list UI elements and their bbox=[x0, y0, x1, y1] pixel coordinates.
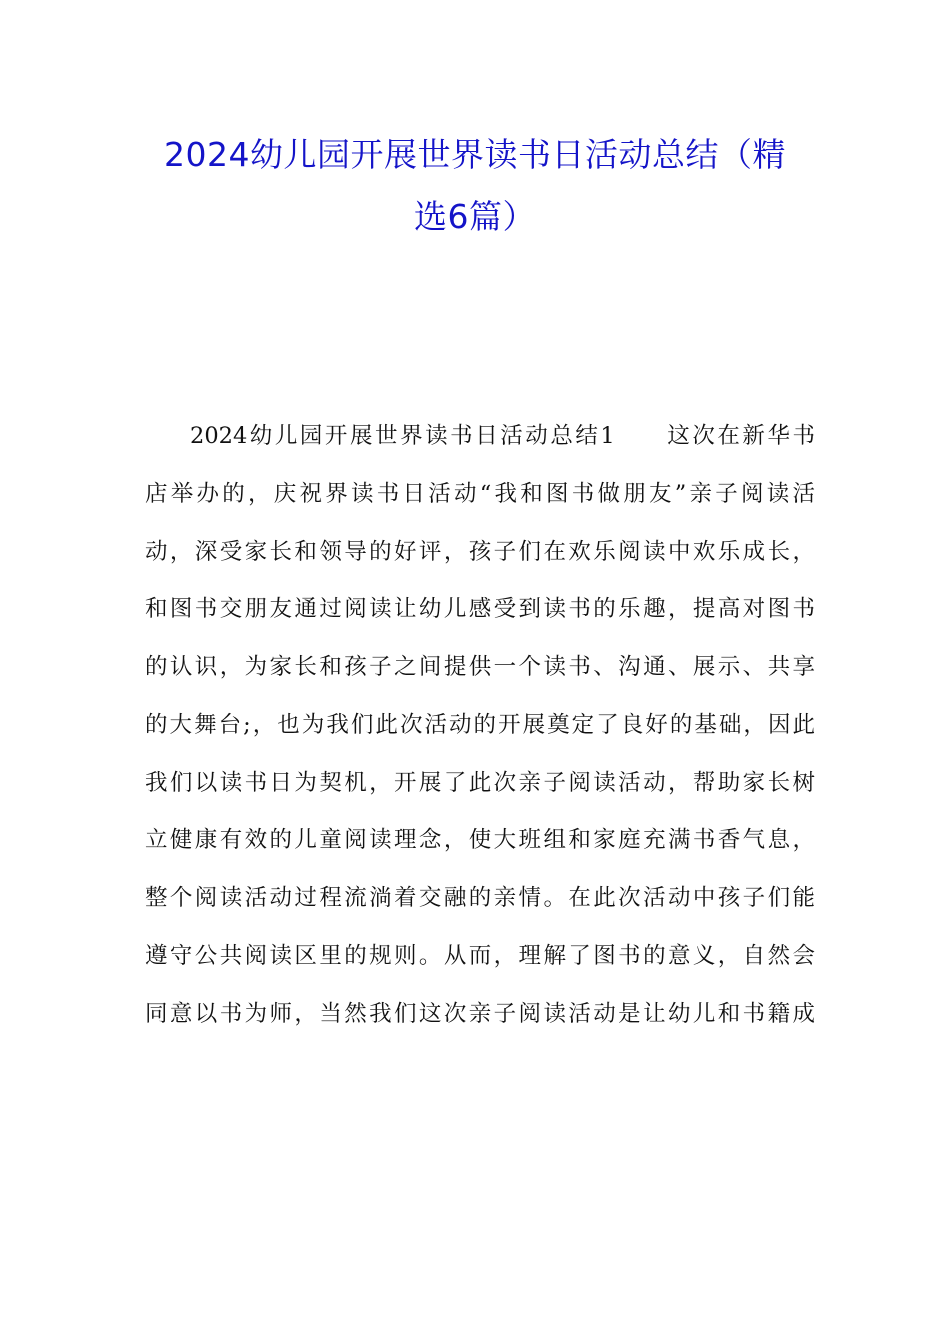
paragraph-line: 的大舞台;，也为我们此次活动的开展奠定了良好的基础，因此 bbox=[145, 711, 815, 738]
body-paragraph bbox=[145, 412, 815, 1047]
paragraph-line: 整个阅读活动过程流淌着交融的亲情。在此次活动中孩子们能 bbox=[145, 885, 815, 911]
paragraph-line-1 bbox=[145, 412, 815, 470]
section-heading: 2024幼儿园开展世界读书日活动总结1 bbox=[190, 423, 615, 449]
paragraph-line: 立健康有效的儿童阅读理念，使大班组和家庭充满书香气息， bbox=[145, 827, 815, 854]
document-title bbox=[100, 124, 850, 248]
paragraph-line: 和图书交朋友通过阅读让幼儿感受到读书的乐趣，提高对图书 bbox=[145, 596, 815, 623]
paragraph-line: 我们以读书日为契机，开展了此次亲子阅读活动，帮助家长树 bbox=[145, 769, 815, 796]
paragraph-line: 动，深受家长和领导的好评，孩子们在欢乐阅读中欢乐成长， bbox=[145, 538, 815, 565]
paragraph-line: 的认识，为家长和孩子之间提供一个读书、沟通、展示、共享 bbox=[145, 654, 815, 680]
paragraph-line: 同意以书为师，当然我们这次亲子阅读活动是让幼儿和书籍成 bbox=[145, 1000, 815, 1027]
first-line-text: 这次在新华书 bbox=[664, 423, 815, 449]
paragraph-line: 店举办的，庆祝界读书日活动“我和图书做朋友”亲子阅读活 bbox=[145, 480, 815, 507]
title-line-2: 选6篇） bbox=[414, 197, 536, 236]
title-line-1: 2024幼儿园开展世界读书日活动总结（精 bbox=[164, 135, 786, 174]
paragraph-line: 遵守公共阅读区里的规则。从而，理解了图书的意义，自然会 bbox=[145, 942, 815, 969]
